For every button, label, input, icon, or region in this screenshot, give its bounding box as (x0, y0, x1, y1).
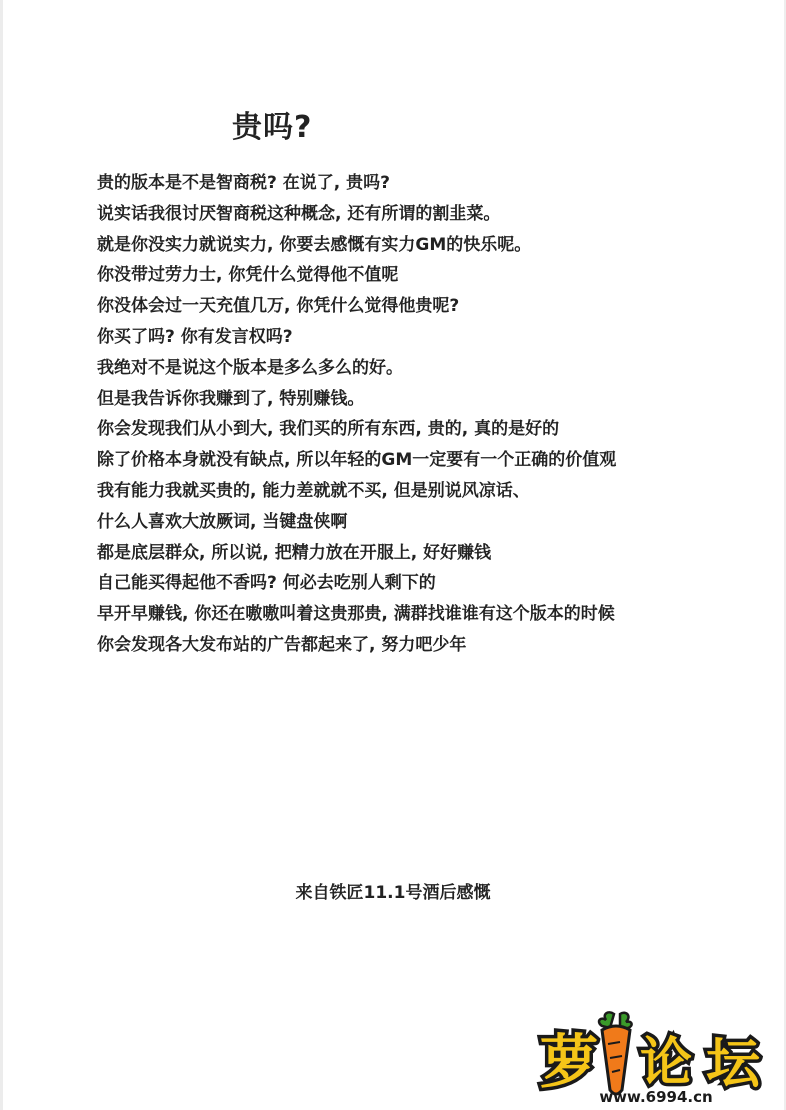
body-line: 你买了吗? 你有发言权吗? (97, 326, 293, 347)
body-line: 你没体会过一天充值几万, 你凭什么觉得他贵呢? (97, 296, 460, 317)
body-line: 贵的版本是不是智商税? 在说了, 贵吗? (97, 173, 391, 193)
body-line: 你会发现各大发布站的广告都起来了, 努力吧少年 (97, 634, 467, 655)
logo-char-3: 坛 (706, 1032, 760, 1095)
body-line: 你会发现我们从小到大, 我们买的所有东西, 贵的, 真的是好的 (97, 419, 560, 440)
body-line: 除了价格本身就没有缺点, 所以年轻的GM一定要有一个正确的价值观 (97, 450, 617, 471)
body-text (97, 170, 757, 663)
body-line: 说实话我很讨厌智商税这种概念, 还有所谓的割韭菜。 (97, 203, 501, 224)
logo-char-1: 萝 (540, 1028, 599, 1096)
carrot-icon (599, 1012, 632, 1094)
body-line: 什么人喜欢大放厥词, 当键盘侠啊 (97, 511, 348, 532)
logo-char-2: 论 (640, 1033, 693, 1093)
body-line: 自己能买得起他不香吗? 何必去吃别人剩下的 (97, 573, 436, 594)
logo-graphic (536, 1008, 776, 1108)
signature: 来自铁匠11.1号酒后感慨 (295, 883, 491, 903)
logo-url: www.6994.cn (599, 1088, 713, 1106)
body-line: 但是我告诉你我赚到了, 特别赚钱。 (97, 388, 365, 409)
body-line: 早开早赚钱, 你还在嗷嗷叫着这贵那贵, 满群找谁谁有这个版本的时候 (97, 604, 615, 625)
body-line: 我绝对不是说这个版本是多么多么的好。 (97, 357, 403, 378)
page-edge-left (0, 0, 3, 1110)
site-logo (536, 1008, 776, 1108)
document-title: 贵吗? (232, 110, 313, 145)
body-line: 就是你没实力就说实力, 你要去感慨有实力GM的快乐呢。 (97, 234, 532, 255)
body-line: 都是底层群众, 所以说, 把精力放在开服上, 好好赚钱 (97, 542, 492, 563)
body-line: 我有能力我就买贵的, 能力差就就不买, 但是别说风凉话、 (97, 480, 530, 501)
body-line: 你没带过劳力士, 你凭什么觉得他不值呢 (97, 265, 399, 286)
